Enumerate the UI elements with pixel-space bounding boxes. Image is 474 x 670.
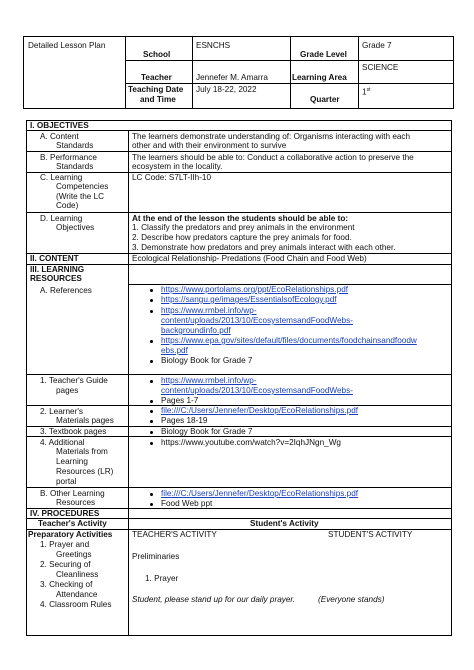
bullet-icon	[150, 360, 153, 363]
performance-standards-text-2: ecosystem in the locality.	[132, 162, 223, 171]
reference-link[interactable]: https://sangu.ge/images/EssentialsofEcology.pdf	[161, 295, 337, 304]
bullet-icon	[150, 289, 153, 292]
bullet-icon	[150, 431, 153, 434]
learning-objectives-label-2: Objectives	[56, 223, 95, 232]
prep-item: 3. Checking of	[40, 580, 93, 589]
teachers-guide-pages: Pages 1-7	[161, 396, 199, 405]
quarter-value: 1st	[362, 87, 371, 97]
objectives-intro: At the end of the lesson the students should be able to:	[132, 214, 349, 223]
teachers-guide-link[interactable]: https://www.rmbel.info/wp-	[161, 376, 257, 385]
prayer-item: 1. Prayer	[145, 574, 179, 583]
content-standards-label: A. Content	[40, 132, 79, 141]
bullet-icon	[150, 420, 153, 423]
school-value: ESNCHS	[196, 41, 231, 50]
bullet-icon	[150, 442, 153, 445]
bullet-icon	[150, 310, 153, 313]
bullet-icon	[150, 493, 153, 496]
performance-standards-label-2: Standards	[56, 162, 94, 171]
reference-link[interactable]: https://www.rmbel.info/wp-	[161, 306, 257, 315]
content-standards-text: The learners demonstrate understanding of: Organisms interacting with each	[132, 132, 411, 141]
textbook-item: Biology Book for Grade 7	[161, 427, 253, 436]
content-text: Ecological Relationship- Predations (Food Chain and Food Web)	[132, 254, 367, 263]
additional-label-3: Learning	[56, 457, 88, 466]
prep-item: 1. Prayer and	[40, 540, 90, 549]
references-label: A. References	[40, 286, 92, 295]
reference-link[interactable]: https://www.epa.gov/sites/default/files/documents/foodchainsandfoodw	[161, 336, 417, 345]
youtube-link[interactable]: https://www.youtube.com/watch?v=2IqhJNgn_Wg	[161, 438, 341, 447]
competencies-label: C. Learning	[40, 173, 83, 182]
reference-text: Biology Book for Grade 7	[161, 356, 253, 365]
performance-standards-label: B. Performance	[40, 153, 97, 162]
teacher-label: Teacher	[141, 73, 172, 82]
additional-label: 4. Additional	[40, 438, 85, 447]
content-standards-text-2: other and with their environment to survive	[132, 141, 287, 150]
dlp-label: Detailed Lesson Plan	[28, 41, 106, 50]
bullet-icon	[150, 340, 153, 343]
quarter-label: Quarter	[310, 95, 340, 104]
content-standards-label-2: Standards	[56, 141, 94, 150]
bullet-icon	[150, 410, 153, 413]
competencies-label-2: Competencies	[56, 182, 109, 191]
teacher-value: Jennefer M. Amarra	[196, 73, 268, 82]
dates-label-1: Teaching Date	[128, 85, 184, 94]
grade-level-label: Grade Level	[300, 50, 347, 59]
learning-area-label: Learning Area	[292, 73, 347, 82]
prep-item: 4. Classroom Rules	[40, 600, 112, 609]
dates-label-2: and Time	[140, 95, 176, 104]
procedures-heading: IV. PROCEDURES	[30, 509, 100, 518]
teachers-guide-label: 1. Teacher's Guide	[40, 376, 108, 385]
resources-heading: III. LEARNING	[30, 265, 85, 274]
student-col-header: Student's Activity	[250, 519, 319, 528]
additional-label-2: Materials from	[56, 447, 108, 456]
other-resources-label: B. Other Learning	[40, 489, 105, 498]
reference-link-cont[interactable]: ebs.pdf	[161, 346, 188, 355]
bullet-icon	[150, 503, 153, 506]
other-resources-link[interactable]: file:///C:/Users/Jennefer/Desktop/EcoRelationships.pdf	[161, 489, 359, 498]
prep-item-cont: Cleanliness	[56, 570, 99, 579]
prep-item-cont: Attendance	[56, 590, 98, 599]
additional-label-5: portal	[56, 477, 77, 486]
objectives-heading: I. OBJECTIVES	[30, 121, 89, 130]
other-resources-label-2: Resources	[56, 498, 96, 507]
objective-item: 1. Classify the predators and prey animals in the environment	[132, 223, 355, 232]
reference-link[interactable]: https://www.portolams.org/ppt/EcoRelationships.pdf	[161, 285, 349, 294]
learners-materials-label-2: Materials pages	[56, 416, 114, 425]
other-resources-item: Food Web ppt	[161, 499, 213, 508]
teachers-activity-heading: TEACHER'S ACTIVITY	[132, 530, 217, 539]
preparatory-heading: Preparatory Activities	[28, 530, 113, 539]
bullet-icon	[150, 400, 153, 403]
lc-code: LC Code: S7LT-IIh-10	[132, 173, 212, 182]
reference-link-cont[interactable]: backgroundinfo.pdf	[161, 326, 231, 335]
teachers-guide-label-2: pages	[56, 386, 79, 395]
preliminaries-text: Preliminaries	[132, 552, 180, 561]
school-label: School	[143, 50, 171, 59]
objective-item: 3. Demonstrate how predators and prey animals interact with each other.	[132, 243, 396, 252]
teachers-guide-link-cont[interactable]: content/uploads/2013/10/EcosystemsandFoodWebs-	[161, 386, 353, 395]
performance-standards-text: The learners should be able to: Conduct a collaborative action to preserve the	[132, 153, 414, 162]
teacher-col-header: Teacher's Activity	[38, 519, 107, 528]
learners-materials-pages: Pages 18-19	[161, 416, 208, 425]
content-heading: II. CONTENT	[30, 254, 79, 263]
students-activity-heading: STUDENT'S ACTIVITY	[328, 530, 413, 539]
learners-materials-link[interactable]: file:///C:/Users/Jennefer/Desktop/EcoRelationships.pdf	[161, 406, 359, 415]
learning-objectives-label: D. Learning	[40, 214, 83, 223]
resources-heading-2: RESOURCES	[30, 274, 82, 283]
textbook-label: 3. Textbook pages	[40, 427, 107, 436]
reference-link-cont[interactable]: content/uploads/2013/10/EcosystemsandFoodWebs-	[161, 316, 353, 325]
bullet-icon	[150, 380, 153, 383]
prep-item-cont: Greetings	[56, 550, 92, 559]
additional-label-4: Resources (LR)	[56, 467, 114, 476]
bullet-icon	[150, 299, 153, 302]
competencies-label-4: Code)	[56, 201, 79, 210]
prep-item: 2. Securing of	[40, 560, 91, 569]
grade-level-value: Grade 7	[362, 41, 392, 50]
learners-materials-label: 2. Learner's	[40, 407, 83, 416]
learning-area-value: SCIENCE	[362, 63, 399, 72]
prayer-instruction: Student, please stand up for our daily prayer.	[132, 595, 296, 604]
competencies-label-3: (Write the LC	[56, 192, 105, 201]
prayer-response: (Everyone stands)	[318, 595, 385, 604]
dates-value: July 18-22, 2022	[196, 85, 257, 94]
objective-item: 2. Describe how predators capture the prey animals for food.	[132, 233, 352, 242]
